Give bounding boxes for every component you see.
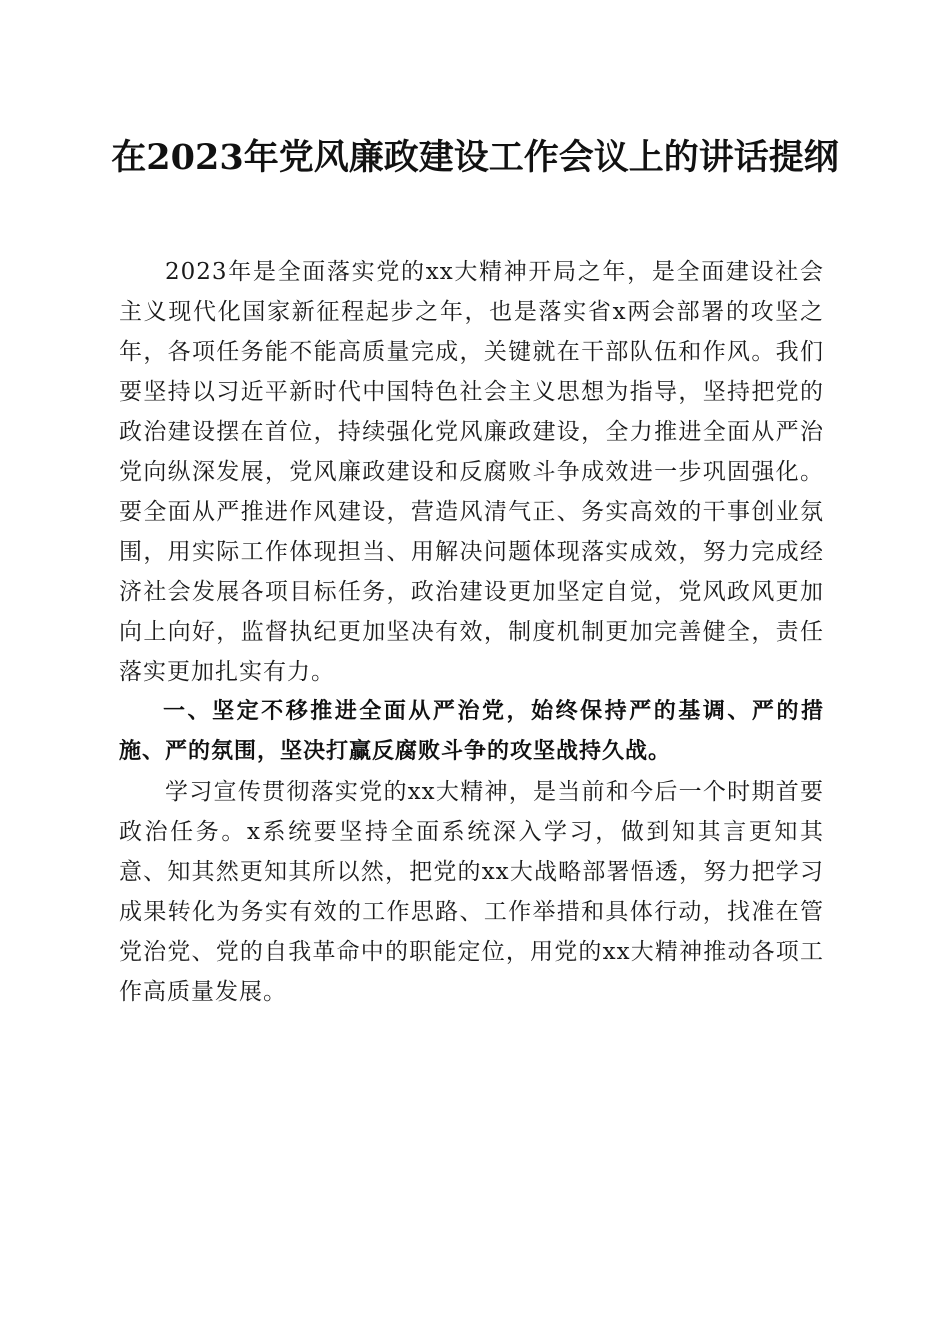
document-body — [119, 252, 824, 1012]
section-heading: 一、坚定不移推进全面从严治党，始终保持严的基调、严的措施、严的氛围，坚决打赢反腐败斗争的攻坚战持久战。 — [119, 699, 824, 764]
section-paragraph: 学习宣传贯彻落实党的xx大精神，是当前和今后一个时期首要政治任务。x系统要坚持全面系统深入学习，做到知其言更知其意、知其然更知其所以然，把党的xx大战略部署悟透，努力把学习成果转化为务实有效的工作思路、工作举措和具体行动，找准在管党治党、党的自我革命中的职能定位，用党的xx大精神推动各项工作高质量发展。 — [119, 779, 824, 1005]
intro-paragraph: 2023年是全面落实党的xx大精神开局之年，是全面建设社会主义现代化国家新征程起步之年，也是落实省x两会部署的攻坚之年，各项任务能不能高质量完成，关键就在干部队伍和作风。我们要坚持以习近平新时代中国特色社会主义思想为指导，坚持把党的政治建设摆在首位，持续强化党风廉政建设，全力推进全面从严治党向纵深发展，党风廉政建设和反腐败斗争成效进一步巩固强化。要全面从严推进作风建设，营造风清气正、务实高效的干事创业氛围，用实际工作体现担当、用解决问题体现落实成效，努力完成经济社会发展各项目标任务，政治建设更加坚定自觉，党风政风更加向上向好，监督执纪更加坚决有效，制度机制更加完善健全，责任落实更加扎实有力。 — [119, 259, 824, 685]
document-title: 在2023年党风廉政建设工作会议上的讲话提纲 — [111, 137, 839, 178]
